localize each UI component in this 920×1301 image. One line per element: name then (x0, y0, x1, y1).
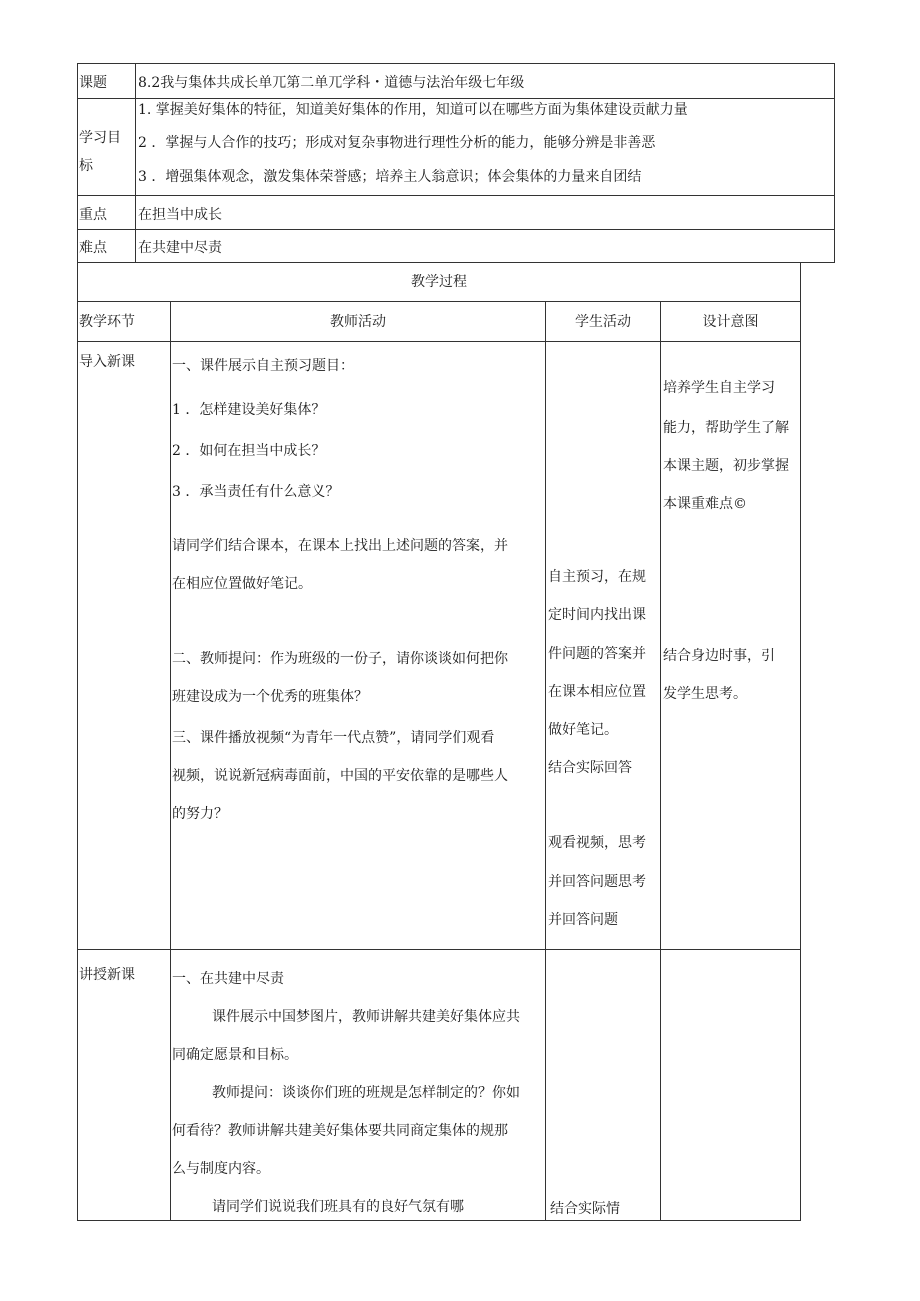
teacher-activity-line: 请同学们说说我们班具有的良好气氛有哪 (212, 1199, 464, 1215)
student-activity-line: 自主预习，在规 (548, 569, 646, 585)
teacher-activity-line: 么与制度内容。 (172, 1161, 270, 1177)
student-activity-line: 在课本相应位置 (548, 684, 646, 700)
teacher-activity-line: 课件展示中国梦图片，教师讲解共建美好集体应共 (212, 1009, 520, 1025)
column-header-stage: 教学环节 (79, 314, 135, 330)
teacher-activity-line: 一、在共建中尽责 (172, 971, 284, 987)
student-activity-line: 并回答问题 (548, 912, 618, 928)
teacher-activity-line: 3 ．承当责任有什么意义？ (172, 484, 340, 500)
design-intent-line: 结合身边时事，引 (663, 648, 775, 664)
process-title: 教学过程 (411, 274, 467, 290)
objective-item-1: 1. 掌握美好集体的特征，知道美好集体的作用，知道可以在哪些方面为集体建设贡献力量 (138, 102, 688, 118)
stage-intro: 导入新课 (79, 354, 135, 370)
difficulty-label: 难点 (79, 240, 107, 256)
teacher-activity-line: 同确定愿景和目标。 (172, 1047, 298, 1063)
stage-new-lesson: 讲授新课 (79, 967, 135, 983)
col-divider-teacher (545, 301, 546, 1221)
design-intent-line: 发学生思考。 (663, 686, 747, 702)
col-divider-student (660, 301, 661, 1221)
objectives-label-line-2: 标 (79, 158, 93, 174)
teacher-activity-line: 的努力？ (172, 806, 228, 822)
teacher-activity-line: 1 ．怎样建设美好集体？ (172, 402, 326, 418)
process-header-bottom (77, 341, 801, 342)
objectives-label-line-1: 学习目 (79, 130, 121, 146)
objective-item-2: 2 ．掌握与人合作的技巧；形成对复杂事物进行理性分析的能力，能够分辨是非善恶 (138, 135, 656, 151)
header-row-divider-3 (77, 229, 835, 230)
header-top-border (77, 63, 835, 64)
student-activity-line: 结合实际回答 (548, 760, 632, 776)
teacher-activity-line: 三、课件播放视频“为青年一代点赞”，请同学们观看 (172, 730, 495, 746)
process-right-border (800, 262, 801, 1221)
teacher-activity-line: 一、课件展示自主预习题目： (172, 358, 354, 374)
student-activity-line: 结合实际情 (550, 1201, 620, 1217)
design-intent-line: 培养学生自主学习 (663, 380, 775, 396)
header-row-divider-2 (77, 195, 835, 196)
student-activity-line: 件问题的答案并 (548, 646, 646, 662)
process-title-bottom (77, 301, 801, 302)
design-intent-line: 本课主题，初步掌握 (663, 458, 789, 474)
student-activity-line: 定时间内找出课 (548, 607, 646, 623)
column-header-intent: 设计意图 (702, 314, 759, 330)
column-header-teacher: 教师活动 (330, 314, 386, 330)
header-row-divider-1 (77, 98, 835, 99)
column-header-student: 学生活动 (575, 314, 631, 330)
student-activity-line: 并回答问题思考 (548, 874, 646, 890)
student-activity-line: 做好笔记。 (548, 722, 618, 738)
process-bottom-border (77, 1220, 801, 1221)
teacher-activity-line: 何看待？教师讲解共建美好集体要共同商定集体的规那 (172, 1123, 508, 1139)
teacher-activity-line: 班建设成为一个优秀的班集体？ (172, 689, 368, 705)
header-bottom-border (77, 262, 835, 263)
process-left-border (77, 262, 78, 1221)
teacher-activity-line: 请同学们结合课本，在课本上找出上述问题的答案，并 (172, 538, 508, 554)
key-point-label: 重点 (79, 207, 107, 223)
header-left-border (77, 63, 78, 263)
key-point-value: 在担当中成长 (138, 207, 222, 223)
teacher-activity-line: 二、教师提问：作为班级的一份子，请你谈谈如何把你 (172, 651, 508, 667)
teacher-activity-line: 视频，说说新冠病毒面前，中国的平安依靠的是哪些人 (172, 768, 508, 784)
teacher-activity-line: 教师提问：谈谈你们班的班规是怎样制定的？你如 (212, 1085, 520, 1101)
difficulty-value: 在共建中尽责 (138, 240, 222, 256)
process-section-divider (77, 949, 801, 950)
student-activity-line: 观看视频，思考 (548, 835, 646, 851)
design-intent-line: 能力，帮助学生了解 (663, 420, 789, 436)
col-divider-stage (170, 301, 171, 1221)
header-label-divider (135, 63, 136, 263)
header-right-border (834, 63, 835, 263)
topic-label: 课题 (79, 75, 107, 91)
teacher-activity-line: 在相应位置做好笔记。 (172, 576, 312, 592)
design-intent-line: 本课重难点© (663, 496, 747, 512)
objective-item-3: 3 ．增强集体观念，激发集体荣誉感；培养主人翁意识；体会集体的力量来自团结 (138, 169, 642, 185)
topic-value: 8.2我与集体共成长单兀第二单兀学科・道德与法治年级七年级 (138, 75, 525, 91)
teacher-activity-line: 2 ．如何在担当中成长？ (172, 443, 326, 459)
